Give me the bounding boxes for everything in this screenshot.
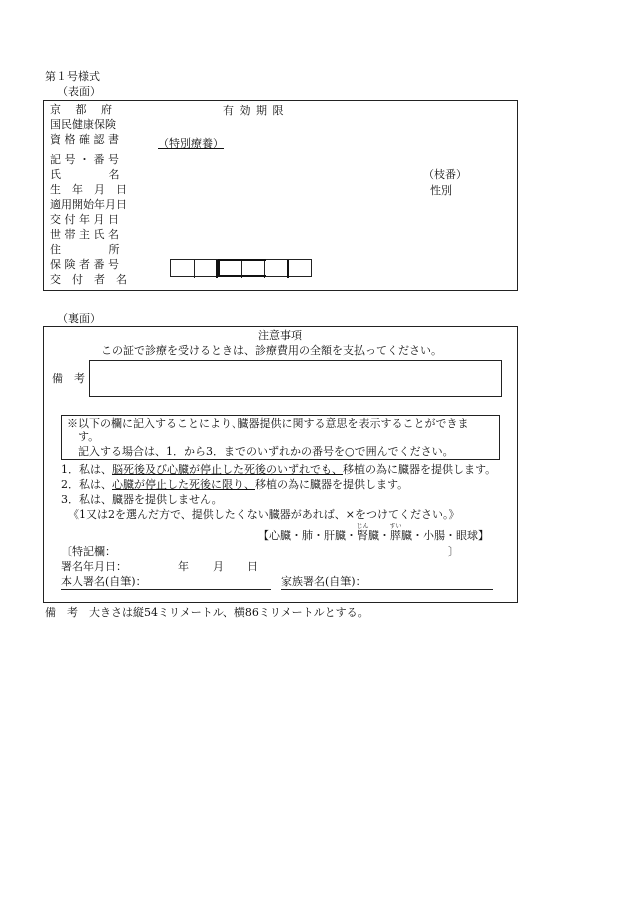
option-1[interactable]: [61, 463, 496, 477]
field-label: 住 所: [50, 243, 120, 256]
gender-label: 性別: [430, 184, 452, 197]
front-heading: （表面）: [57, 85, 101, 98]
kidney-char: 腎: [356, 529, 369, 542]
family-sign-line[interactable]: [281, 589, 493, 590]
special-notes-close: 〕: [448, 545, 459, 558]
field-label: 京 都 府: [50, 103, 112, 116]
option-2-prefix: 2．私は、: [61, 478, 112, 491]
option-2[interactable]: [61, 478, 408, 492]
digit-separator: [218, 260, 220, 276]
option-2-condition: 心臓が停止した死後に限り、: [112, 478, 255, 491]
organ-notice-line: 記入する場合は、1．から3．までのいずれかの番号を○で囲んでください。: [78, 445, 454, 458]
notice-text: この証で診療を受けるときは、診療費用の全額を支払ってください。: [101, 344, 442, 357]
option-3[interactable]: 3．私は、臓器を提供しません。: [61, 493, 223, 506]
organ-notice-box: [61, 415, 500, 460]
self-sign-label: 本人署名(自筆)：: [61, 575, 147, 588]
field-label: 氏 名: [50, 168, 120, 181]
insurer-number-grid[interactable]: [170, 259, 312, 277]
year-label: 年: [178, 560, 189, 573]
digit-cell[interactable]: [195, 260, 218, 278]
pancreas-char: 膵: [389, 529, 402, 542]
organ-list-open: 【心臓・肺・肝臓・: [258, 529, 357, 542]
sign-date-label: 署名年月日：: [61, 560, 127, 573]
organ-list-close: 臓・小腸・眼球】: [401, 529, 489, 542]
form-number: 第１号様式: [45, 70, 100, 83]
family-sign-label: 家族署名(自筆)：: [281, 575, 367, 588]
organ-list[interactable]: [258, 523, 489, 543]
kidney-ruby: [356, 523, 369, 542]
field-label: 生 年 月 日: [50, 183, 127, 196]
digit-cell[interactable]: [289, 260, 311, 278]
organ-notice-line: ※以下の欄に記入することにより､臓器提供に関する意思を表示することができま: [67, 417, 469, 430]
digit-cell[interactable]: [171, 260, 195, 278]
notice-title: 注意事項: [258, 329, 302, 342]
remarks-box[interactable]: [89, 360, 502, 397]
special-treatment-label: （特別療養）: [158, 137, 224, 150]
back-heading: （裏面）: [57, 312, 101, 325]
month-label: 月: [213, 560, 224, 573]
digit-group-top: [218, 259, 266, 261]
option-2-suffix: 移植の為に臓器を提供します。: [255, 478, 409, 491]
organ-list-mid: 臓・: [368, 529, 390, 542]
pancreas-reading: すい: [389, 523, 402, 530]
day-label: 日: [247, 560, 258, 573]
organ-notice-line: す。: [78, 430, 100, 443]
branch-number-label: （枝番）: [423, 168, 467, 181]
field-label: 記 号 ・ 番 号: [50, 153, 119, 166]
self-sign-line[interactable]: [61, 589, 271, 590]
digit-cell[interactable]: [265, 260, 289, 278]
option-1-condition: 脳死後及び心臓が停止した死後のいずれでも、: [112, 463, 343, 476]
kidney-reading: じん: [356, 523, 369, 530]
instruction-text: 《1又は2を選んだ方で、提供したくない臓器があれば、×をつけてください。》: [68, 508, 460, 521]
special-notes-field[interactable]: [122, 545, 442, 559]
field-label: 交 付 者 名: [50, 273, 127, 286]
field-label: 資 格 確 認 書: [50, 133, 119, 146]
digit-group-bottom: [218, 275, 266, 277]
expiry-label: 有 効 期 限: [223, 104, 285, 117]
field-label: 世 帯 主 氏 名: [50, 228, 119, 241]
field-label: 交 付 年 月 日: [50, 213, 119, 226]
special-notes-open: 〔特記欄：: [61, 545, 116, 558]
back-card: [43, 326, 518, 603]
front-card: [43, 100, 518, 291]
option-1-suffix: 移植の為に臓器を提供します。: [343, 463, 497, 476]
remarks-label: 備 考: [52, 372, 85, 385]
option-1-prefix: 1．私は、: [61, 463, 112, 476]
field-label: 国民健康保険: [50, 118, 116, 131]
field-label: 適用開始年月日: [50, 198, 127, 211]
footer-remark: 備 考 大きさは縦54ミリメートル、横86ミリメートルとする。: [45, 606, 369, 619]
field-label: 保 険 者 番 号: [50, 258, 119, 271]
pancreas-ruby: [389, 523, 402, 542]
